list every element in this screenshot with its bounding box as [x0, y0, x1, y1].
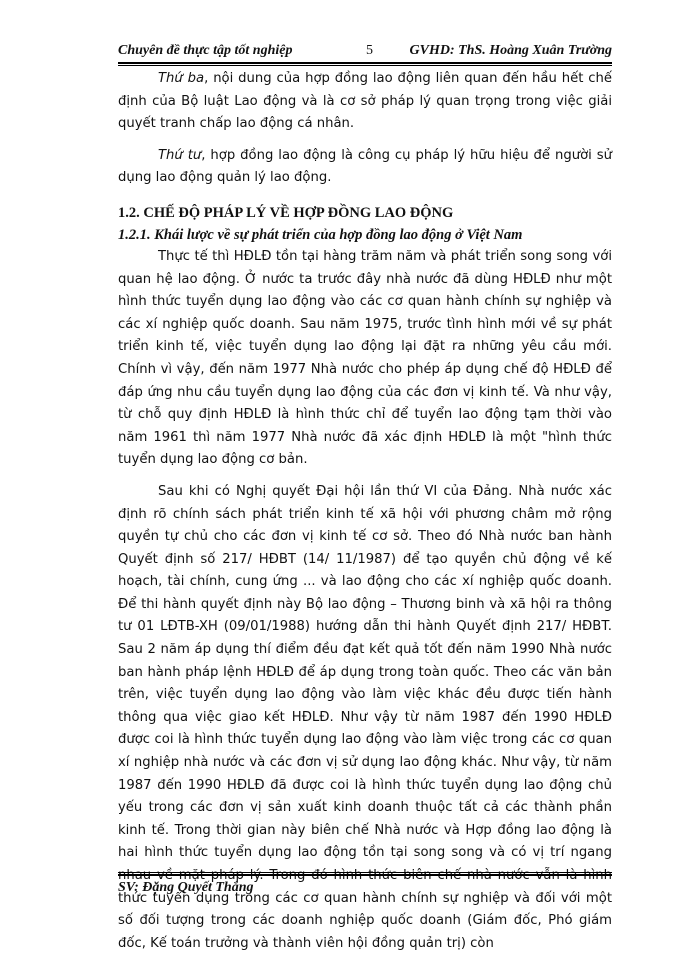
paragraph-fourth	[118, 145, 612, 190]
footer-rule	[118, 872, 612, 876]
page-header	[118, 40, 612, 62]
paragraph-text: , nội dung của hợp đồng lao động liên quan đến hầu hết chế định của Bộ luật Lao động và là cơ sở pháp lý quan trọng trong việc giải quyết tranh chấp lao động cá nhân.	[118, 71, 612, 132]
document-title: Chuyên đề thực tập tốt nghiệp	[118, 43, 293, 58]
paragraph-lead: Thứ tư	[158, 147, 202, 163]
page-number: 5	[366, 43, 373, 58]
paragraph-third	[118, 68, 612, 136]
student-name: SV: Đặng Quyết Thắng	[118, 880, 254, 895]
subsection-heading: 1.2.1. Khái lược về sự phát triển của hợp đồng lao động ở Việt Nam	[118, 226, 523, 243]
advisor-name: GVHD: ThS. Hoàng Xuân Trường	[409, 43, 612, 58]
page-body	[118, 68, 612, 955]
paragraph-lead: Thứ ba	[158, 71, 205, 86]
section-heading: 1.2. CHẾ ĐỘ PHÁP LÝ VỀ HỢP ĐỒNG LAO ĐỘNG	[118, 204, 454, 221]
paragraph-text: , hợp đồng lao động là công cụ pháp lý hữu hiệu để người sử dụng lao động quản lý lao động.	[118, 147, 612, 186]
paragraph-history: Thực tế thì HĐLĐ tồn tại hàng trăm năm và phát triển song song với quan hệ lao động. Ở nước ta trước đây nhà nước đã dùng HĐLĐ như một hình thức tuyển dụng lao động vào các cơ quan hành chính sự nghiệp và các xí nghiệp quốc doanh. Sau năm 1975, trước tình hình mới về sự phát triển kinh tế, việc tuyển dụng lao động lại đặt ra những yêu cầu mới. Chính vì vậy, đến năm 1977 Nhà nước cho phép áp dụng chế độ HĐLĐ để đáp ứng nhu cầu tuyển dụng lao động của các đơn vị kinh tế. Và như vậy, từ chỗ quy định HĐLĐ là hình thức chỉ để tuyển lao động tạm thời vào năm 1961 thì năm 1977 Nhà nước đã xác định HĐLĐ là một "hình thức tuyển dụng lao động cơ bản.	[118, 248, 612, 468]
paragraph-policy: Sau khi có Nghị quyết Đại hội lần thứ VI của Đảng. Nhà nước xác định rõ chính sách phát triển kinh tế xã hội với phương châm mở rộng quyền tự chủ cho các đơn vị kinh tế cơ sở. Theo đó Nhà nước ban hành Quyết định số 217/ HĐBT (14/ 11/1987) để tạo quyền chủ động về kế hoạch, tài chính, cung ứng ... và lao động cho các xí nghiệp quốc doanh. Để thi hành quyết định này Bộ lao động – Thương binh và xã hội ra thông tư 01 LĐTB-XH (09/01/1988) hướng dẫn thi hành Quyết định 217/ HĐBT. Sau 2 năm áp dụng thí điểm đều đạt kết quả tốt đến năm 1990 Nhà nước ban hành pháp lệnh HĐLĐ để áp dụng trong toàn quốc. Theo các văn bản trên, việc tuyển dụng lao động vào làm việc khác đều được tiến hành thông qua việc giao kết HĐLĐ. Như vậy từ năm 1987 đến 1990 HĐLĐ được coi là hình thức tuyển dụng lao động vào làm việc trong các cơ quan xí nghiệp nhà nước và các đơn vị sử dụng lao động khác. Như vậy, từ năm 1987 đến 1990 HĐLĐ đã được coi là hình thức tuyển dụng lao động chủ yếu trong các đơn vị sản xuất kinh doanh thuộc tất cả các thành phần kinh tế. Trong thời gian này biên chế Nhà nước và Hợp đồng lao động là hai hình thức tuyển dụng lao động tồn tại song song và có vị trí ngang nhau về mặt pháp lý. Trong đó hình thức biên chế nhà nước vẫn là hình thức tuyển dụng trong các cơ quan hành chính sự nghiệp và đối với một số đối tượng trong các doanh nghiệp quốc doanh (Giám đốc, Phó giám đốc, Kế toán trưởng và thành viên hội đồng quản trị) còn	[118, 483, 612, 951]
header-rule	[118, 62, 612, 66]
